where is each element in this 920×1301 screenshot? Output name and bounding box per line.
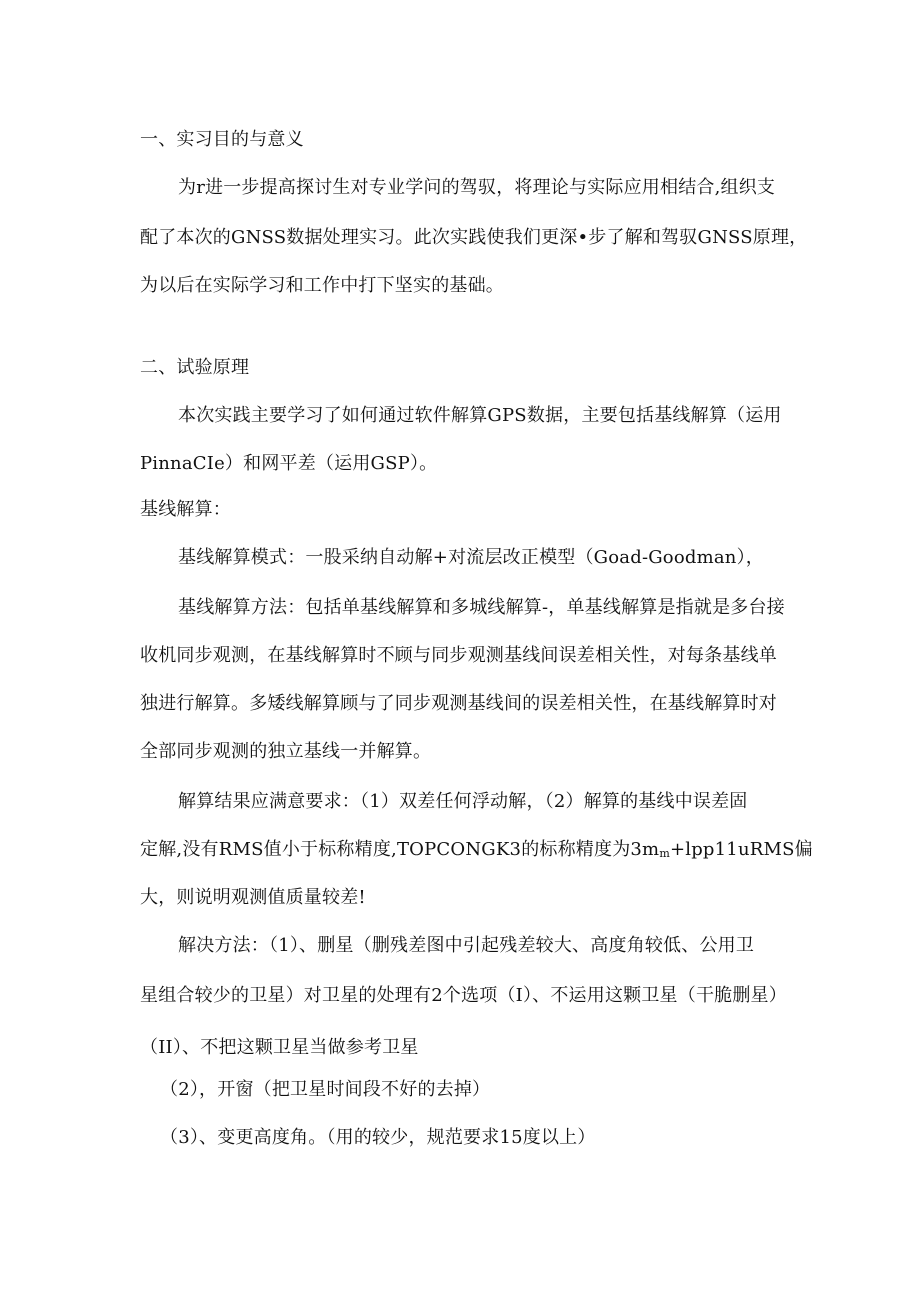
result-line-3: 大，则说明观测值质量较差! xyxy=(140,887,366,908)
section2-intro-line-2: PinnaCIe）和网平差（运用GSP）。 xyxy=(140,453,438,474)
solution-line-3: （II）、不把这颗卫星当做参考卫星 xyxy=(140,1037,419,1058)
result-line-2 xyxy=(140,838,813,866)
section1-line-3: 为以后在实际学习和工作中打下坚实的基础。 xyxy=(140,275,504,296)
solution-line-4: （2），开窗（把卫星时间段不好的去掉） xyxy=(160,1079,491,1100)
result-line-2-part-b: +lpp11uRMS偏 xyxy=(669,839,813,860)
baseline-label: 基线解算： xyxy=(140,499,231,520)
method-line-1: 基线解算方法：包括单基线解算和多城线解算-，单基线解算是指就是多台接 xyxy=(178,597,785,618)
solution-line-2: 星组合较少的卫星）对卫星的处理有2个选项（I）、不运用这颗卫星（干脆删星） xyxy=(140,985,787,1006)
section1-line-1: 为r进一步提高探讨生对专业学问的驾驭，将理论与实际应用相结合,组织支 xyxy=(178,177,776,198)
result-line-1: 解算结果应满意要求：（1）双差任何浮动解，（2）解算的基线中误差固 xyxy=(178,791,748,812)
method-line-3: 独进行解算。多矮线解算顾与了同步观测基线间的误差相关性，在基线解算时对 xyxy=(140,693,777,714)
section1-heading: 一、实习目的与意义 xyxy=(140,129,304,150)
baseline-mode-line: 基线解算模式：一股采纳自动解+对流层改正模型（Goad-Goodman）， xyxy=(178,547,764,568)
section1-line-2: 配了本次的GNSS数据处理实习。此次实践使我们更深•步了解和驾驭GNSS原理， xyxy=(140,227,808,248)
section2-intro-line-1: 本次实践主要学习了如何通过软件解算GPS数据，主要包括基线解算（运用 xyxy=(178,405,782,426)
solution-line-5: （3）、变更高度角。（用的较少，规范要求15度以上） xyxy=(160,1127,596,1148)
result-line-2-subscript: m xyxy=(659,847,670,860)
method-line-4: 全部同步观测的独立基线一并解算。 xyxy=(140,741,432,762)
method-line-2: 收机同步观测，在基线解算时不顾与同步观测基线间误差相关性，对每条基线单 xyxy=(140,645,777,666)
solution-line-1: 解决方法：（1）、删星（删残差图中引起残差较大、高度角较低、公用卫 xyxy=(178,935,755,956)
section2-heading: 二、试验原理 xyxy=(140,357,250,378)
result-line-2-part-a: 定解,没有RMS值小于标称精度,TOPCONGK3的标称精度为3m xyxy=(140,839,660,860)
